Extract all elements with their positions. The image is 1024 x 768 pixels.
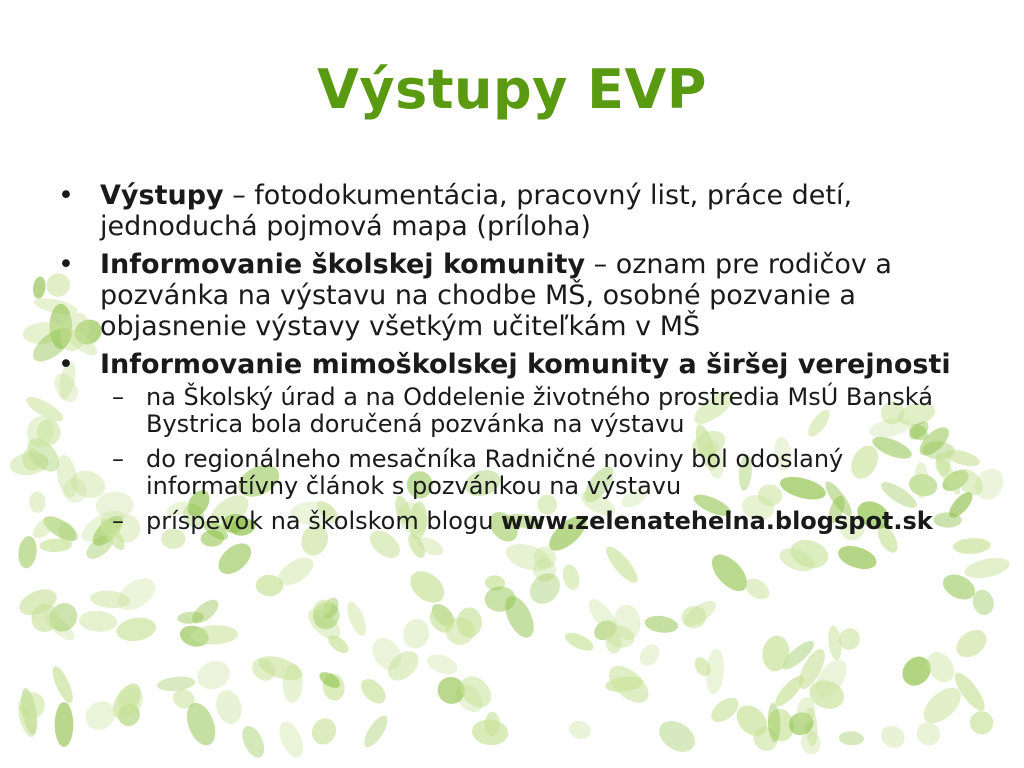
leaf-shape: [275, 718, 308, 761]
leaf-shape: [562, 629, 596, 654]
bullet-text: – oznam pre rodičov a pozvánka na výstavu na chodbe MŠ, osobné pozvanie a objasnenie výstavy všetkým učiteľkám v MŠ: [100, 249, 892, 342]
subbullet-text: príspevok na školskom blogu: [146, 507, 502, 535]
bullet-marker: •: [58, 180, 74, 211]
bullet-bold-text: Informovanie mimoškolskej komunity a širšej verejnosti: [100, 349, 951, 380]
leaf-shape: [951, 624, 992, 663]
leaf-shape: [877, 721, 909, 752]
leaf-shape: [238, 723, 269, 761]
leaf-shape: [404, 565, 450, 609]
leaf-shape: [963, 554, 1012, 581]
leaf-shape: [308, 714, 340, 748]
leaf-shape: [78, 610, 117, 633]
leaf-shape: [49, 664, 77, 706]
leaf-shape: [55, 702, 74, 747]
bullet-bold-text: Výstupy: [100, 180, 224, 211]
leaf-shape: [29, 491, 46, 513]
leaf-shape: [356, 674, 390, 708]
subbullet-text: do regionálneho mesačníka Radničné noviny bol odoslaný informatívny článok s pozvánkou na výstavu: [146, 445, 844, 500]
leaf-shape: [839, 731, 865, 746]
dash-marker: –: [112, 445, 124, 473]
bullet-item-wider-community: [56, 349, 976, 380]
leaf-shape: [635, 640, 663, 669]
leaf-shape: [193, 656, 235, 694]
leaf-shape: [424, 651, 460, 679]
page-title: Výstupy EVP: [317, 58, 707, 121]
subbullet-item-blog: [56, 508, 976, 535]
leaf-shape: [705, 648, 726, 695]
bullet-text: – fotodokumentácia, pracovný list, práce detí, jednoduchá pojmová mapa (príloha): [100, 180, 853, 242]
leaf-shape: [115, 615, 158, 644]
leaf-shape: [400, 616, 432, 651]
bullet-marker: •: [58, 349, 74, 380]
leaf-shape: [707, 693, 743, 727]
leaf-shape: [567, 718, 593, 741]
leaf-shape: [644, 614, 680, 635]
subbullet-item-newspaper: [56, 446, 976, 500]
leaf-shape: [343, 599, 370, 638]
leaf-shape: [17, 535, 39, 569]
leaf-shape: [156, 675, 196, 693]
dash-marker: –: [112, 507, 124, 535]
bullet-item-school-community: [56, 249, 976, 342]
leaf-shape: [360, 712, 392, 750]
leaf-shape: [912, 717, 945, 750]
subbullet-item-school-office: [56, 384, 976, 438]
leaf-shape: [32, 276, 47, 300]
leaf-shape: [212, 687, 245, 726]
leaf-shape: [601, 542, 642, 587]
dash-marker: –: [112, 383, 124, 411]
bullet-bold-text: Informovanie školskej komunity: [100, 249, 586, 280]
blog-url: www.zelenatehelna.blogspot.sk: [501, 507, 933, 535]
leaf-shape: [471, 718, 510, 747]
bullet-marker: •: [58, 249, 74, 280]
slide-content: [56, 180, 976, 543]
leaf-shape: [524, 567, 566, 610]
leaf-shape: [706, 548, 754, 597]
bullet-item-outputs: [56, 180, 976, 242]
leaf-shape: [835, 542, 879, 574]
leaf-shape: [560, 563, 582, 592]
leaf-shape: [653, 715, 700, 759]
subbullet-text: na Školský úrad a na Oddelenie životného prostredia MsÚ Banská Bystrica bola doručená pozvánka na výstavu: [146, 383, 933, 438]
leaf-shape: [966, 707, 998, 739]
